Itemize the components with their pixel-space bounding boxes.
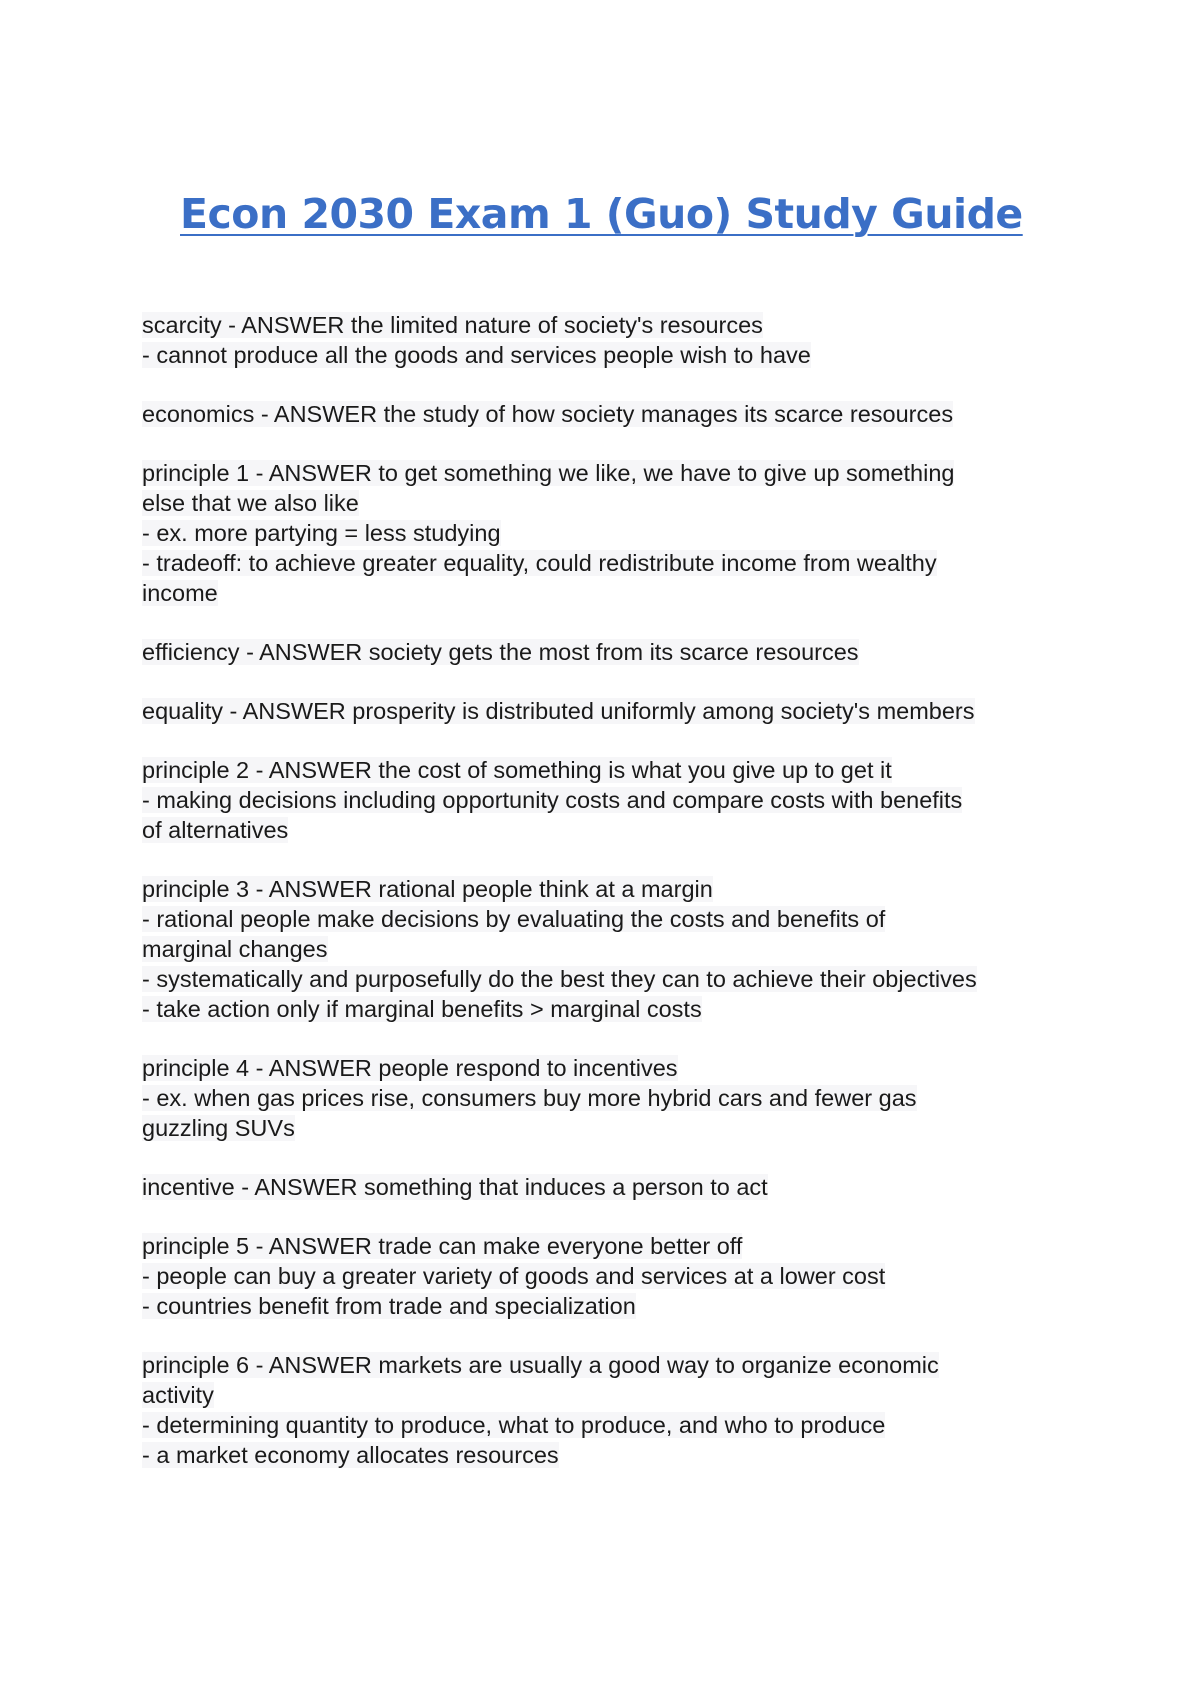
line-text: scarcity - ANSWER the limited nature of society's resources: [142, 312, 763, 338]
line-text: - take action only if marginal benefits > marginal costs: [142, 996, 702, 1022]
line-text: - systematically and purposefully do the best they can to achieve their objectives: [142, 966, 977, 992]
line-text: of alternatives: [142, 817, 289, 843]
line-text: incentive - ANSWER something that induces a person to act: [142, 1174, 768, 1200]
entry-term-line: [142, 1350, 1082, 1380]
line-text: - ex. more partying = less studying: [142, 520, 501, 546]
line-text: activity: [142, 1382, 214, 1408]
entry-term-line: [142, 1231, 1082, 1261]
line-text: guzzling SUVs: [142, 1115, 295, 1141]
entry-detail-line: [142, 934, 1082, 964]
entry-term-line: [142, 1172, 1082, 1202]
line-text: else that we also like: [142, 490, 359, 516]
entry-term-line: [142, 755, 1082, 785]
line-text: principle 3 - ANSWER rational people think at a margin: [142, 876, 713, 902]
definition-entry: [142, 874, 1082, 1024]
line-text: efficiency - ANSWER society gets the most from its scarce resources: [142, 639, 859, 665]
line-text: principle 1 - ANSWER to get something we like, we have to give up something: [142, 460, 955, 486]
line-text: principle 2 - ANSWER the cost of something is what you give up to get it: [142, 757, 892, 783]
line-text: equality - ANSWER prosperity is distributed uniformly among society's members: [142, 698, 975, 724]
line-text: - rational people make decisions by evaluating the costs and benefits of: [142, 906, 886, 932]
definition-entry: [142, 637, 1082, 667]
line-text: principle 4 - ANSWER people respond to incentives: [142, 1055, 678, 1081]
line-text: - a market economy allocates resources: [142, 1442, 559, 1468]
definition-entry: [142, 310, 1082, 370]
line-text: marginal changes: [142, 936, 328, 962]
entry-term-line: [142, 458, 1082, 488]
entry-detail-line: [142, 1113, 1082, 1143]
entry-term-line: [142, 637, 1082, 667]
line-text: principle 5 - ANSWER trade can make everyone better off: [142, 1233, 743, 1259]
line-text: - people can buy a greater variety of goods and services at a lower cost: [142, 1263, 886, 1289]
definition-entry: [142, 1231, 1082, 1321]
page-title: Econ 2030 Exam 1 (Guo) Study Guide: [180, 190, 1023, 238]
entry-detail-line: [142, 488, 1082, 518]
line-text: income: [142, 580, 218, 606]
entry-detail-line: [142, 785, 1082, 815]
line-text: principle 6 - ANSWER markets are usually a good way to organize economic: [142, 1352, 939, 1378]
entry-detail-line: [142, 815, 1082, 845]
line-text: - ex. when gas prices rise, consumers buy more hybrid cars and fewer gas: [142, 1085, 917, 1111]
entry-term-line: [142, 399, 1082, 429]
definition-entry: [142, 755, 1082, 845]
line-text: - determining quantity to produce, what to produce, and who to produce: [142, 1412, 886, 1438]
entry-term-line: [142, 1053, 1082, 1083]
entry-detail-line: [142, 904, 1082, 934]
entry-detail-line: [142, 548, 1082, 578]
definition-entry: [142, 399, 1082, 429]
line-text: economics - ANSWER the study of how society manages its scarce resources: [142, 401, 954, 427]
line-text: - tradeoff: to achieve greater equality, could redistribute income from wealthy: [142, 550, 937, 576]
entry-detail-line: [142, 1380, 1082, 1410]
entry-term-line: [142, 696, 1082, 726]
entry-detail-line: [142, 1440, 1082, 1470]
study-guide-content: [142, 310, 1082, 1499]
entry-detail-line: [142, 340, 1082, 370]
definition-entry: [142, 1053, 1082, 1143]
entry-detail-line: [142, 578, 1082, 608]
line-text: - making decisions including opportunity costs and compare costs with benefits: [142, 787, 963, 813]
line-text: - countries benefit from trade and specialization: [142, 1293, 636, 1319]
entry-detail-line: [142, 994, 1082, 1024]
entry-detail-line: [142, 1291, 1082, 1321]
line-text: - cannot produce all the goods and services people wish to have: [142, 342, 811, 368]
definition-entry: [142, 1350, 1082, 1470]
entry-term-line: [142, 874, 1082, 904]
definition-entry: [142, 458, 1082, 608]
entry-detail-line: [142, 1083, 1082, 1113]
entry-detail-line: [142, 1410, 1082, 1440]
entry-detail-line: [142, 1261, 1082, 1291]
entry-detail-line: [142, 518, 1082, 548]
entry-detail-line: [142, 964, 1082, 994]
definition-entry: [142, 696, 1082, 726]
definition-entry: [142, 1172, 1082, 1202]
entry-term-line: [142, 310, 1082, 340]
